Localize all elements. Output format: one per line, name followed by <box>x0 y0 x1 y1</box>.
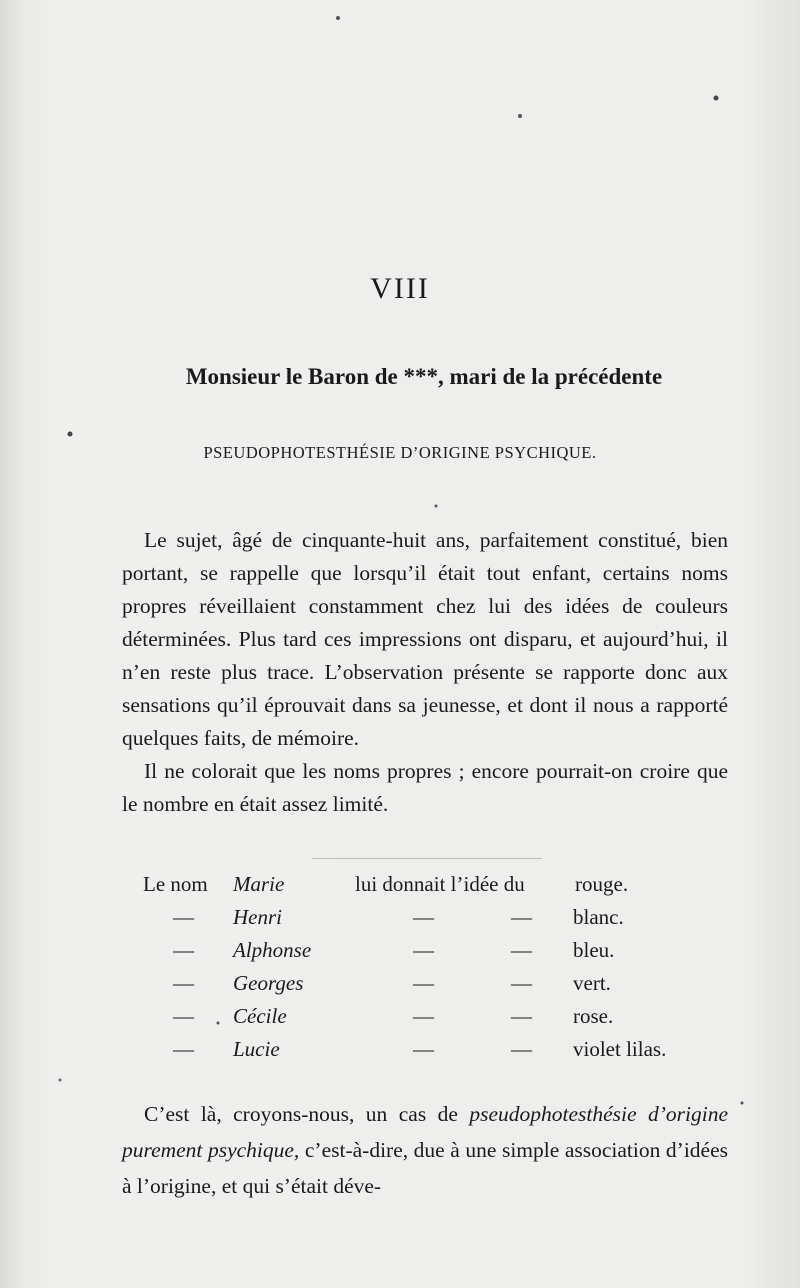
row-name: Marie <box>233 872 285 896</box>
row-color: rouge. <box>575 872 629 896</box>
final-paragraph <box>122 1096 728 1204</box>
row-color: rose. <box>573 1004 614 1028</box>
row-name: Henri <box>233 905 282 929</box>
body-text <box>122 524 728 821</box>
paragraph: Il ne colorait que les noms propres ; encore pourrait-on croire que le nombre en était assez limité. <box>122 759 728 816</box>
speck <box>518 114 522 118</box>
row-verb-dash: — <box>413 938 434 962</box>
rule-smudge <box>312 858 542 859</box>
table-row <box>143 905 723 938</box>
row-verb-dash: — <box>511 1004 532 1028</box>
row-color: violet lilas. <box>573 1037 667 1061</box>
speck <box>68 432 73 437</box>
table-row <box>143 971 723 1004</box>
row-verb-dash: — <box>413 1037 434 1061</box>
row-color: blanc. <box>573 905 624 929</box>
row-lead: — <box>173 971 194 995</box>
table-row <box>143 1004 723 1037</box>
row-verb-dash: — <box>511 1037 532 1061</box>
row-lead: — <box>173 1037 194 1061</box>
row-lead: — <box>173 905 194 929</box>
chapter-number: VIII <box>370 272 430 305</box>
row-color: vert. <box>573 971 611 995</box>
row-verb-dash: — <box>511 905 532 929</box>
name-color-table <box>143 872 723 1070</box>
row-name: Georges <box>233 971 304 995</box>
row-name: Alphonse <box>233 938 312 962</box>
speck <box>336 16 340 20</box>
row-verb-dash: — <box>413 971 434 995</box>
speck <box>59 1079 62 1082</box>
row-name: Lucie <box>233 1037 280 1061</box>
final-text-italic: pseudophotesthésie d’origine purement psychique, <box>122 1102 728 1162</box>
section-subtitle: PSEUDOPHOTESTHÉSIE D’ORIGINE PSYCHIQUE. <box>203 443 597 462</box>
row-verb-dash: — <box>413 905 434 929</box>
row-lead: — <box>173 1004 194 1028</box>
speck <box>741 1102 744 1105</box>
table-row <box>143 1037 723 1070</box>
table-row <box>143 872 723 905</box>
speck <box>435 505 438 508</box>
row-verb-dash: — <box>413 1004 434 1028</box>
row-lead: Le nom <box>143 872 208 896</box>
row-lead: — <box>173 938 194 962</box>
table-row <box>143 938 723 971</box>
row-verb-dash: — <box>511 938 532 962</box>
row-verb-dash: — <box>511 971 532 995</box>
speck <box>714 96 719 101</box>
final-text-start: C’est là, croyons-nous, un cas de <box>144 1102 470 1126</box>
row-color: bleu. <box>573 938 615 962</box>
paragraph: Le sujet, âgé de cinquante-huit ans, parfaitement constitué, bien portant, se rappelle que lorsqu’il était tout enfant, certains noms propres réveillaient constamment chez lui des idées de couleurs déterminées. Plus tard ces impressions ont disparu, et aujourd’hui, il n’en reste plus trace. L’observation présente se rapporte donc aux sensations qu’il éprouvait dans sa jeunesse, et dont il nous a rapporté quelques faits, de mémoire. <box>122 528 728 750</box>
row-name: Cécile <box>233 1004 287 1028</box>
final-text-end: c’est-à-dire, due à une simple association d’idées à l’origine, et qui s’était déve- <box>122 1138 729 1198</box>
section-title: Monsieur le Baron de ***, mari de la précédente <box>185 364 663 389</box>
row-verb: lui donnait l’idée du <box>355 872 525 896</box>
